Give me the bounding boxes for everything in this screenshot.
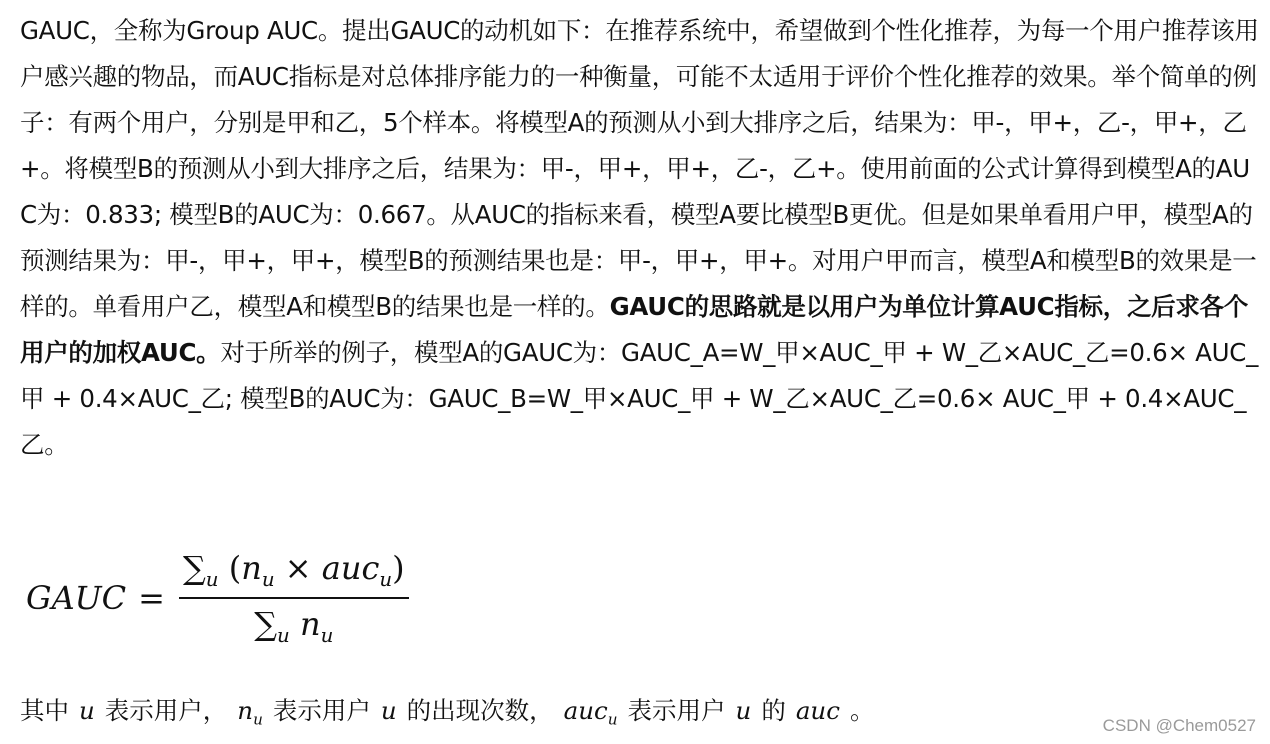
numerator-sum-symbol: ∑ xyxy=(182,548,206,587)
legend-text-2: 表示用户， xyxy=(104,696,228,725)
legend-text-6: 的 xyxy=(761,696,786,725)
paragraph-text-part2: 对于所举的例子，模型A的GAUC为：GAUC_A=W_甲×AUC_甲 + W_乙×AUC_乙=0.6× AUC_甲 + 0.4×AUC_乙; 模型B的AUC为：GAUC_B=W_甲×AUC_甲 + W_乙×AUC_乙=0.6× AUC_甲 + 0.4×AUC_乙。 xyxy=(20,338,1259,459)
formula-legend xyxy=(20,688,874,742)
legend-text-7: 。 xyxy=(849,696,875,725)
numerator-times: × xyxy=(284,548,312,587)
numerator-n-sub: u xyxy=(261,567,275,591)
formula-numerator xyxy=(179,549,409,599)
denominator-sum-index: u xyxy=(277,623,290,647)
gauc-explanation-paragraph xyxy=(20,8,1265,468)
denominator-n-sub: u xyxy=(320,623,334,647)
numerator-sum-index: u xyxy=(205,567,219,591)
paragraph-text-part1: GAUC，全称为Group AUC。提出GAUC的动机如下：在推荐系统中，希望做到个性化推荐，为每一个用户推荐该用户感兴趣的物品，而AUC指标是对总体排序能力的一种衡量，可能不太适用于评价个性化推荐的效果。举个简单的例子：有两个用户，分别是甲和乙，5个样本。将模型A的预测从小到大排序之后，结果为：甲-，甲+，乙-，甲+，乙+。将模型B的预测从小到大排序之后，结果为：甲-，甲+，甲+，乙-，乙+。使用前面的公式计算得到模型A的AUC为：0.833; 模型B的AUC为：0.667。从AUC的指标来看，模型A要比模型B更优。但是如果单看用户甲，模型A的预测结果为：甲-，甲+，甲+，模型B的预测结果也是：甲-，甲+，甲+。对用户甲而言，模型A和模型B的效果是一样的。单看用户乙，模型A和模型B的结果也是一样的。 xyxy=(20,16,1259,321)
numerator-auc-sub: u xyxy=(379,567,393,591)
numerator-open-paren: ( xyxy=(228,548,242,587)
formula-lhs: GAUC xyxy=(26,578,127,617)
article-body xyxy=(20,8,1265,468)
legend-var-n: n xyxy=(237,696,254,725)
formula-fraction xyxy=(179,549,409,647)
legend-text-3: 表示用户 xyxy=(272,696,371,725)
numerator-auc: auc xyxy=(321,548,380,587)
denominator-sum-symbol: ∑ xyxy=(254,604,278,643)
paragraph-bold-highlight: GAUC的思路就是以用户为单位计算AUC指标，之后求各个用户的加权AUC。 xyxy=(20,292,1248,367)
legend-text-5: 表示用户 xyxy=(627,696,726,725)
legend-var-auc-2: auc xyxy=(795,696,840,725)
legend-var-u-3: u xyxy=(735,696,752,725)
legend-text-1: 其中 xyxy=(20,696,69,725)
csdn-watermark: CSDN @Chem0527 xyxy=(1102,716,1256,735)
formula-denominator xyxy=(254,599,333,647)
numerator-close-paren: ) xyxy=(392,548,405,587)
legend-var-u-2: u xyxy=(380,696,397,725)
gauc-formula xyxy=(26,545,409,650)
legend-var-auc-sub: u xyxy=(607,710,618,729)
numerator-n: n xyxy=(241,548,262,587)
denominator-n: n xyxy=(299,604,321,643)
legend-var-u: u xyxy=(79,696,95,725)
legend-var-n-sub: u xyxy=(253,710,263,729)
formula-equals: = xyxy=(138,578,165,617)
legend-var-auc: auc xyxy=(563,696,608,725)
legend-text-4: 的出现次数， xyxy=(406,696,554,725)
